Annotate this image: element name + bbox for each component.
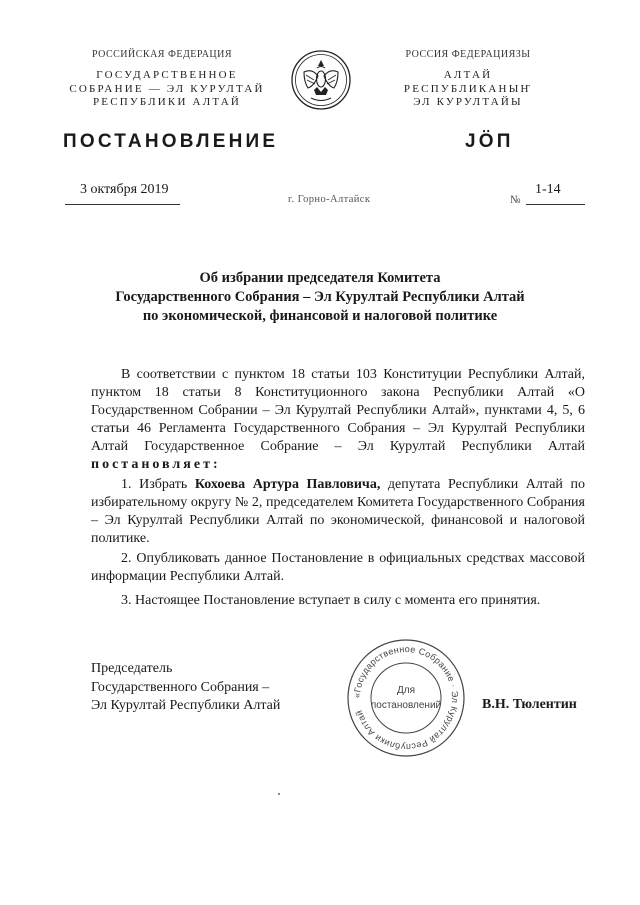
item1-rest: депутата Республики Алтай по избирательному округу № 2, председателем Комитета Государственного Собрания – Эл Курултай Республики Алтай по экономической, финансовой и налоговой политике. [91,477,585,546]
official-stamp [344,636,468,760]
header-left-org-line: ГОСУДАРСТВЕННОЕ [96,69,238,81]
preamble-text: В соответствии с пунктом 18 статьи 103 Конституции Республики Алтай, пунктом 18 статьи 8 Конституционного закона Республики Алтай «О Государственном Собрании – Эл Курултай Республики Алтай», пунктами 4, 5, 6 статьи 46 Регламента Государственного Собрания – Эл Курултай Республики Алтай Государственное Собрание – Эл Курултай Республики Алтай [91,367,585,454]
item-1-paragraph [91,476,585,548]
stamp-ring-text: «Государственное Собрание · Эл Курултай Республики Алтай [351,643,461,753]
title-line: Об избрании председателя Комитета [199,270,441,286]
header-right-country: РОССИЯ ФЕДЕРАЦИЯЗЫ [405,49,531,60]
doc-type-alt: JӦП [465,131,514,152]
doc-type-ru: ПОСТАНОВЛЕНИЕ [63,131,279,152]
preamble-paragraph [91,366,585,474]
scan-dot [278,793,280,795]
header-left-org [62,69,272,110]
header-left-country: РОССИЙСКАЯ ФЕДЕРАЦИЯ [91,49,233,60]
document-date: 3 октября 2019 [80,182,169,197]
header-left-org-line: РЕСПУБЛИКИ АЛТАЙ [92,96,242,108]
position-line: Эл Курултай Республики Алтай [91,698,281,713]
coat-of-arms-emblem [290,46,352,114]
item1-prefix: 1. Избрать [121,477,188,492]
position-line: Председатель [91,661,173,676]
number-sign: № [510,194,521,206]
header-right-org-line: ЭЛ КУРУЛТАЙЫ [413,96,523,108]
stamp-center-line-2: постановлений [370,700,442,711]
header-right-org-line: АЛТАЙ РЕСПУБЛИКАНЫҤ [403,69,533,95]
resolves-word: постановляет: [91,457,221,472]
document-city: г. Горно-Алтайск [288,194,371,205]
stamp-center-line-1: Для [396,685,416,696]
elected-person-name: Кохоева Артура Павловича, [194,477,381,492]
date-underline [65,204,180,205]
signatory-position [91,660,280,716]
document-number: 1-14 [535,182,561,197]
title-line: Государственного Собрания – Эл Курултай Республики Алтай [115,289,525,305]
item-2-paragraph: 2. Опубликовать данное Постановление в официальных средствах массовой информации Республики Алтай. [91,551,585,584]
position-line: Государственного Собрания – [91,679,270,695]
signatory-name: В.Н. Тюлентин [482,697,577,712]
header-right-org [378,69,558,110]
svg-text:«Государственное Собрание · Эл [352,644,460,752]
document-title [20,269,620,326]
number-underline [526,204,585,205]
title-line: по экономической, финансовой и налоговой политике [142,308,498,324]
header-left-org-line: СОБРАНИЕ — ЭЛ КУРУЛТАЙ [69,82,265,95]
item-3-paragraph: 3. Настоящее Постановление вступает в силу с момента его принятия. [121,593,541,608]
